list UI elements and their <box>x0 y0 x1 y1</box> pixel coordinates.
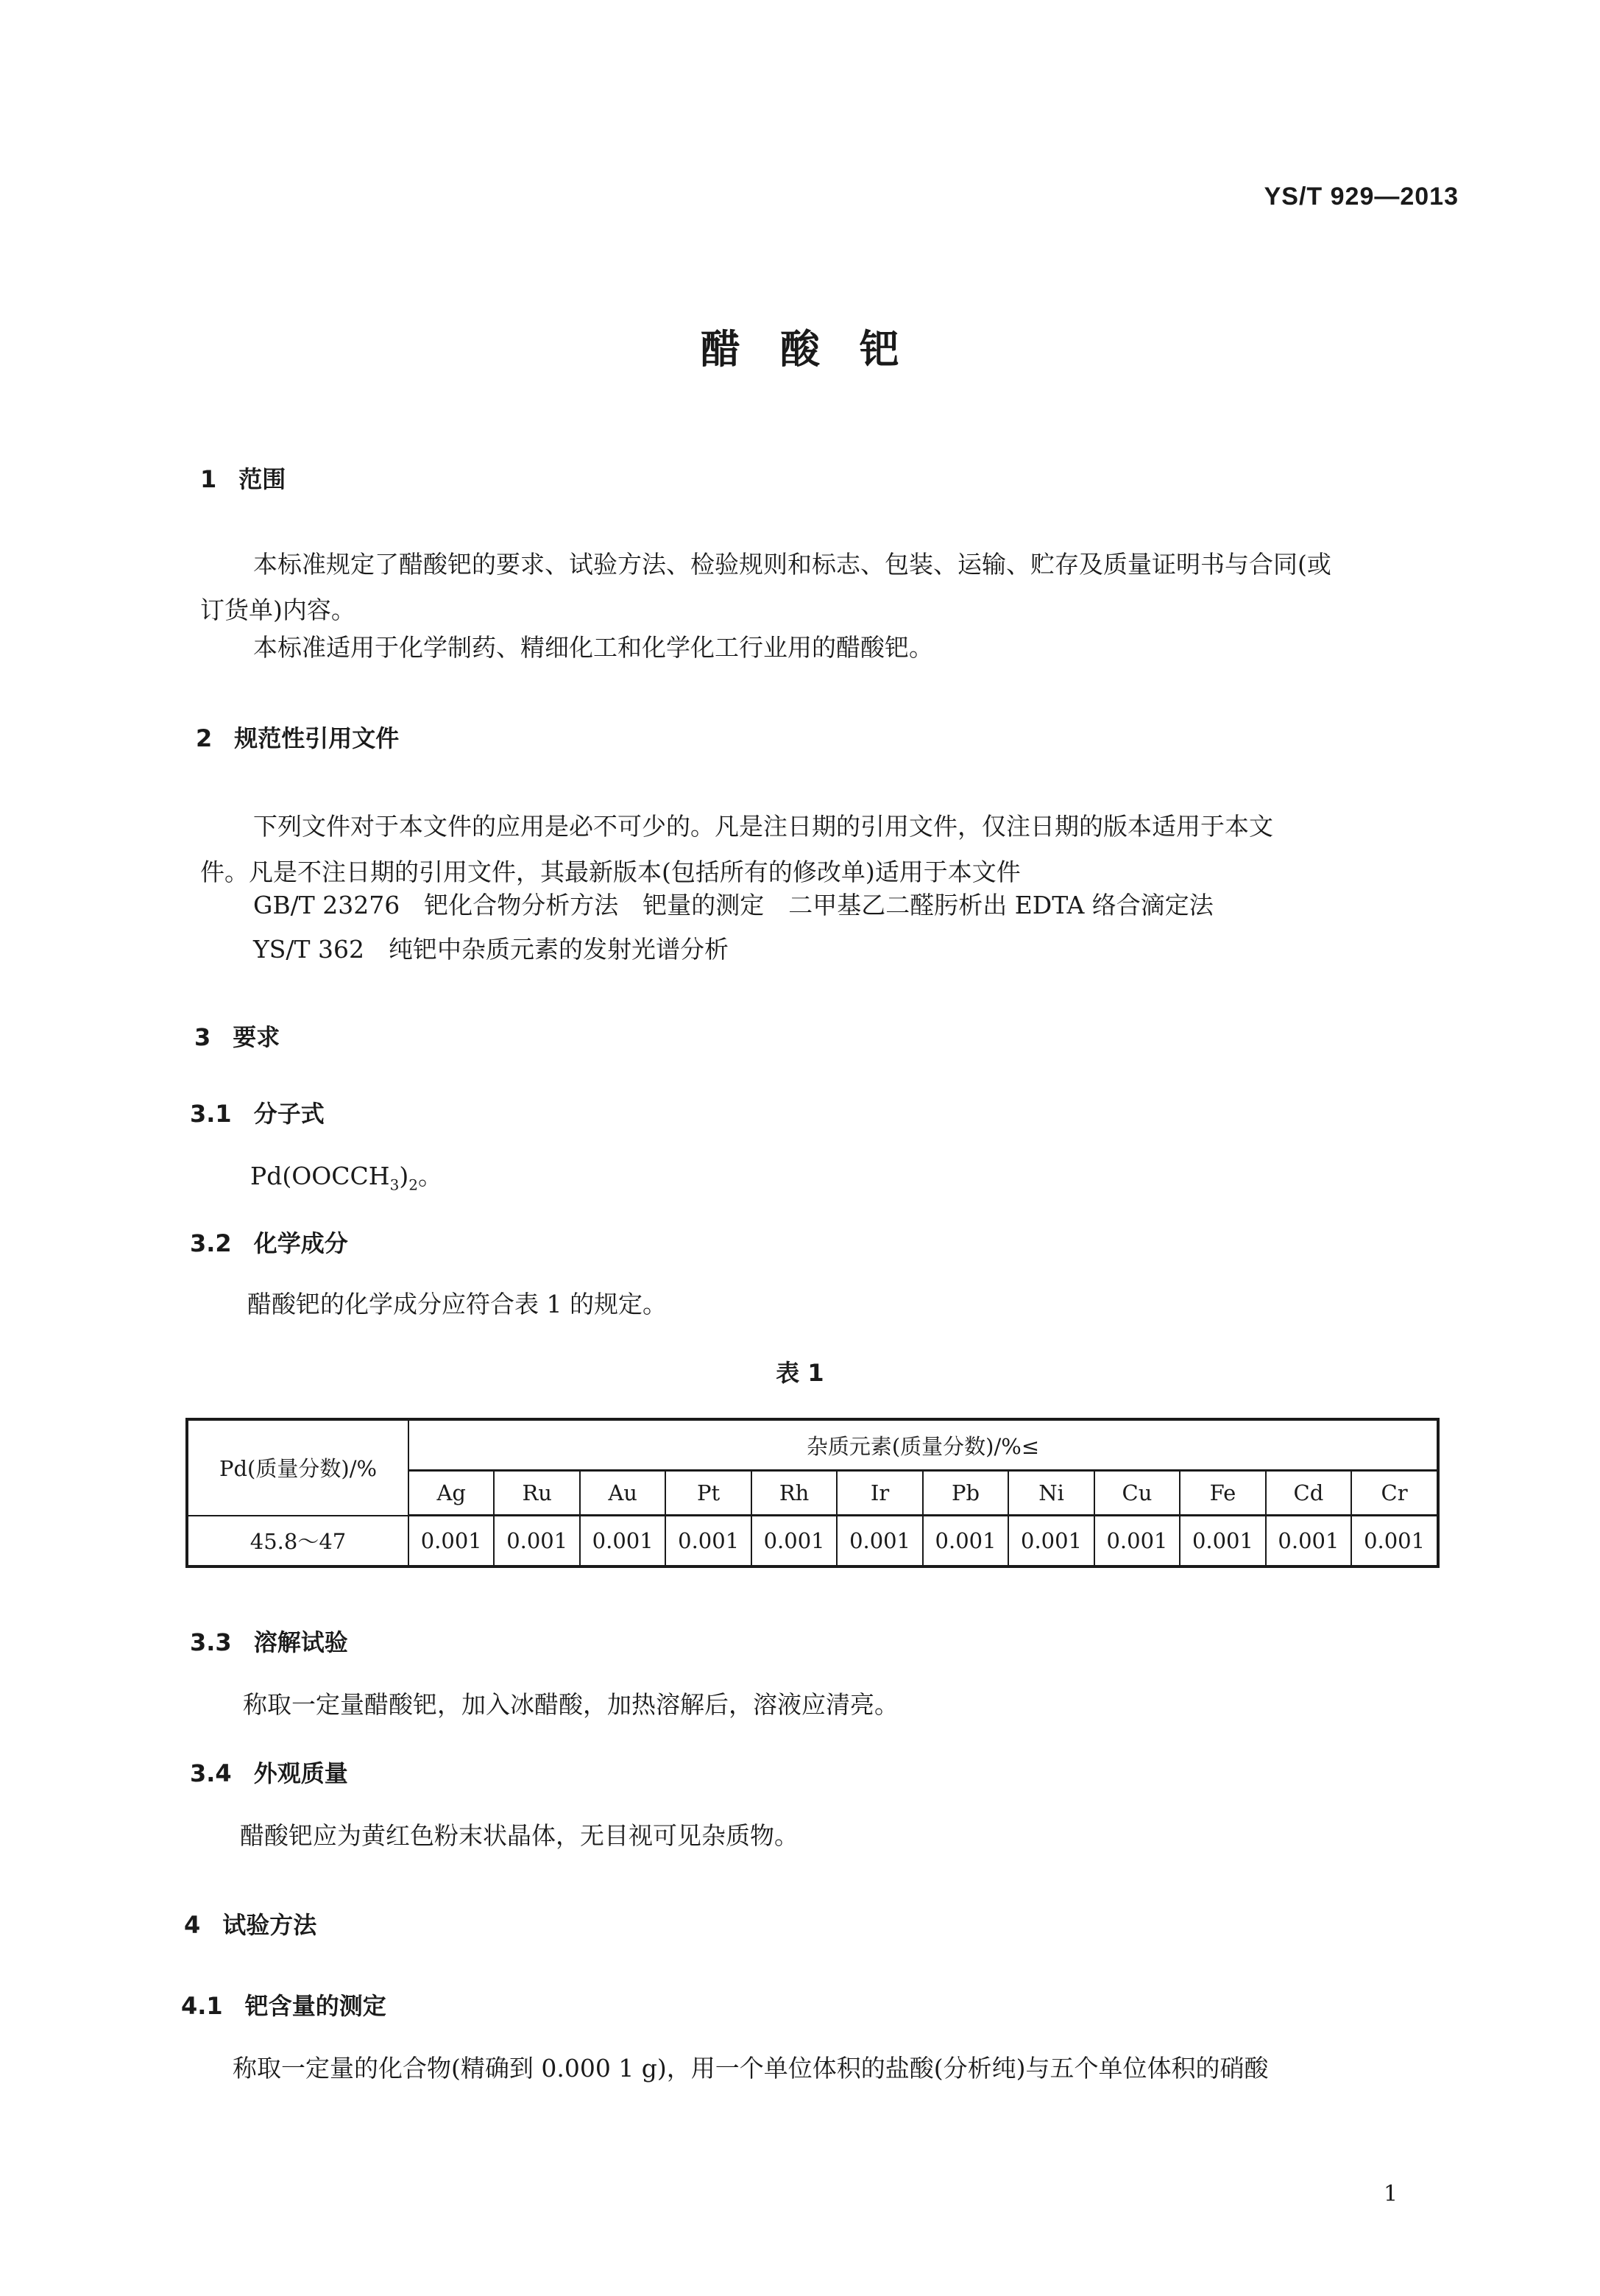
document-title: 醋 酸 钯 <box>701 326 899 372</box>
impurity-value-cell: 0.001 <box>408 1516 494 1567</box>
element-header: Fe <box>1180 1471 1265 1516</box>
section-2-heading <box>196 720 399 754</box>
section-title: 要求 <box>233 1023 280 1051</box>
section-3-1-heading <box>190 1095 325 1129</box>
section-number: 3 <box>194 1023 211 1051</box>
text-line: 件。凡是不注日期的引用文件，其最新版本(包括所有的修改单)适用于本文件 <box>200 858 1021 886</box>
element-header: Cd <box>1266 1471 1351 1516</box>
impurity-header: 杂质元素(质量分数)/%≤ <box>408 1419 1438 1471</box>
table-caption: 表 1 <box>776 1359 824 1387</box>
element-header: Pb <box>923 1471 1008 1516</box>
element-header: Rh <box>751 1471 837 1516</box>
element-header: Pt <box>665 1471 751 1516</box>
section-number: 1 <box>200 465 217 493</box>
impurity-value-cell: 0.001 <box>1351 1516 1438 1567</box>
element-header: Ru <box>494 1471 579 1516</box>
section-number: 2 <box>196 724 213 752</box>
impurity-value-cell: 0.001 <box>751 1516 837 1567</box>
pd-value-cell: 45.8～47 <box>187 1516 408 1567</box>
text-line: 下列文件对于本文件的应用是必不可少的。凡是注日期的引用文件，仅注日期的版本适用于本文 <box>253 812 1273 841</box>
text-line: 订货单)内容。 <box>200 596 355 624</box>
chemical-composition-table <box>185 1418 1440 1568</box>
element-header: Cu <box>1094 1471 1180 1516</box>
section-1-paragraph-2: 本标准适用于化学制药、精细化工和化学化工行业用的醋酸钯。 <box>253 633 933 662</box>
section-number: 3.3 <box>190 1628 232 1656</box>
section-1-paragraph-1 <box>200 542 1331 633</box>
impurity-value-cell: 0.001 <box>494 1516 579 1567</box>
impurity-value-cell: 0.001 <box>1094 1516 1180 1567</box>
section-title: 试验方法 <box>222 1911 317 1939</box>
section-title: 规范性引用文件 <box>234 724 400 752</box>
impurity-value-cell: 0.001 <box>1008 1516 1094 1567</box>
table-row <box>187 1516 1438 1567</box>
section-number: 4 <box>184 1911 201 1939</box>
element-header: Ag <box>408 1471 494 1516</box>
impurity-value-cell: 0.001 <box>1266 1516 1351 1567</box>
section-number: 3.2 <box>190 1229 232 1257</box>
section-title: 外观质量 <box>253 1759 348 1787</box>
section-title: 分子式 <box>253 1100 325 1128</box>
impurity-value-cell: 0.001 <box>580 1516 665 1567</box>
section-3-4-heading <box>190 1755 348 1789</box>
impurity-value-cell: 0.001 <box>837 1516 922 1567</box>
element-header: Ir <box>837 1471 922 1516</box>
page-number: 1 <box>1384 2181 1398 2207</box>
section-title: 范围 <box>238 465 286 493</box>
text-line: 本标准规定了醋酸钯的要求、试验方法、检验规则和标志、包装、运输、贮存及质量证明书与合同(或 <box>253 550 1331 579</box>
section-3-heading <box>194 1019 280 1053</box>
section-3-2-heading <box>190 1225 348 1259</box>
section-4-1-heading <box>181 1988 386 2021</box>
standard-code: YS/T 929—2013 <box>1264 183 1459 211</box>
section-3-3-paragraph: 称取一定量醋酸钯，加入冰醋酸，加热溶解后，溶液应清亮。 <box>243 1690 899 1719</box>
element-header: Au <box>580 1471 665 1516</box>
reference-gbt-23276: GB/T 23276 钯化合物分析方法 钯量的测定 二甲基乙二醛肟析出 EDTA 络合滴定法 <box>253 891 1214 919</box>
section-title: 钯含量的测定 <box>244 1992 386 2020</box>
section-3-4-paragraph: 醋酸钯应为黄红色粉末状晶体，无目视可见杂质物。 <box>240 1821 799 1850</box>
section-4-heading <box>184 1907 316 1940</box>
element-header: Cr <box>1351 1471 1438 1516</box>
section-3-2-paragraph: 醋酸钯的化学成分应符合表 1 的规定。 <box>247 1290 667 1318</box>
section-number: 4.1 <box>181 1992 223 2020</box>
section-title: 化学成分 <box>253 1229 348 1257</box>
impurity-value-cell: 0.001 <box>1180 1516 1265 1567</box>
element-header: Ni <box>1008 1471 1094 1516</box>
section-4-1-paragraph: 称取一定量的化合物(精确到 0.000 1 g)，用一个单位体积的盐酸(分析纯)与五个单位体积的硝酸 <box>233 2054 1269 2083</box>
reference-yst-362: YS/T 362 纯钯中杂质元素的发射光谱分析 <box>253 935 729 964</box>
section-1-heading <box>200 461 286 495</box>
section-title: 溶解试验 <box>253 1628 348 1656</box>
impurity-value-cell: 0.001 <box>923 1516 1008 1567</box>
section-2-paragraph <box>200 804 1273 895</box>
pd-header: Pd(质量分数)/% <box>187 1419 408 1516</box>
molecular-formula: $Pd(OOCCH_3)_2$。 <box>250 1162 442 1194</box>
section-number: 3.4 <box>190 1759 232 1787</box>
section-3-3-heading <box>190 1624 348 1658</box>
impurity-value-cell: 0.001 <box>665 1516 751 1567</box>
section-number: 3.1 <box>190 1100 232 1128</box>
